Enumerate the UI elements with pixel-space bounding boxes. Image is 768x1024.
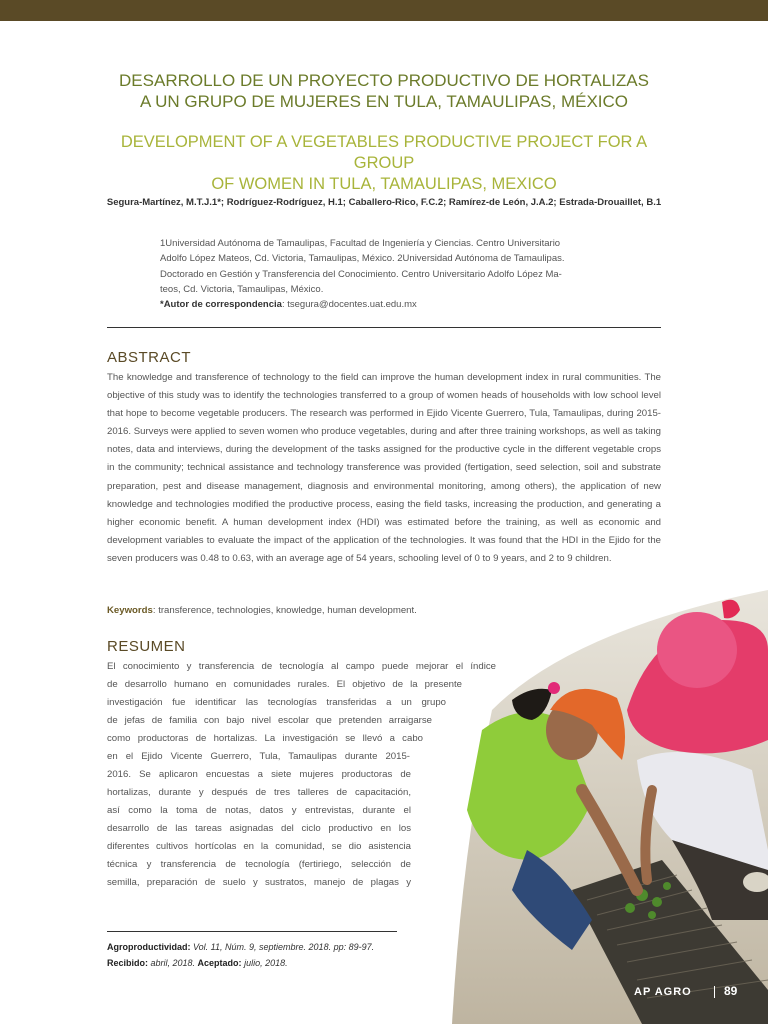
accepted-label: Aceptado: [197, 958, 242, 968]
resumen-line: en el Ejido Vicente Guerrero, Tula, Tamaulipas durante 2015- [107, 751, 410, 762]
dates-line [107, 955, 374, 971]
resumen-line: diferentes cultivos hortícolas en la comunidad, se dio asistencia [107, 841, 411, 852]
received-value: abril, 2018. [148, 958, 198, 968]
title-spanish-line: DESARROLLO DE UN PROYECTO PRODUCTIVO DE HORTALIZAS [119, 71, 649, 90]
resumen-line: desarrollo de las tareas asignadas del ciclo productivo en los [107, 823, 411, 834]
resumen-line: El conocimiento y transferencia de tecnología al campo puede mejorar el índice [107, 661, 496, 672]
resumen-line: hortalizas, durante y después de tres talleres de capacitación, [107, 787, 411, 798]
journal-name: Agroproductividad: [107, 942, 191, 952]
title-english [100, 132, 668, 195]
resumen-line: técnica y transferencia de tecnología (fertiriego, selección de [107, 859, 411, 870]
resumen-line: así como la toma de notas, datos y entrevistas, durante el [107, 805, 411, 816]
affiliations [160, 236, 608, 312]
resumen-line: 2016. Se aplicaron encuestas a siete mujeres productoras de [107, 769, 411, 780]
correspondence [160, 297, 608, 312]
citation-block [107, 939, 374, 971]
affiliation-line: 1Universidad Autónoma de Tamaulipas, Facultad de Ingeniería y Ciencias. Centro Universitario [160, 238, 561, 249]
received-label: Recibido: [107, 958, 149, 968]
correspondence-email[interactable]: : tsegura@docentes.uat.edu.mx [281, 299, 417, 311]
header-bar [0, 0, 768, 21]
affiliation-line: Adolfo López Mateos, Cd. Victoria, Tamaulipas, México. 2Universidad Autónoma de Tamaulipas. [160, 253, 565, 265]
resumen-heading: RESUMEN [107, 638, 186, 655]
title-spanish-line: A UN GRUPO DE MUJERES EN TULA, TAMAULIPAS, MÉXICO [139, 92, 629, 111]
resumen-line: semilla, preparación de suelo y sustratos, manejo de plagas y [107, 877, 411, 888]
resumen-line: de desarrollo humano en comunidades rurales. El objetivo de la presente [107, 679, 462, 690]
footer-separator [714, 986, 715, 998]
title-english-line: DEVELOPMENT OF A VEGETABLES PRODUCTIVE PROJECT FOR A GROUP [120, 133, 648, 172]
affiliation-line: teos, Cd. Victoria, Tamaulipas, México. [160, 283, 324, 295]
resumen-line: como productoras de hortalizas. La investigación se llevó a cabo [107, 733, 423, 744]
divider [107, 931, 397, 932]
correspondence-label: *Autor de correspondencia [160, 299, 282, 311]
author-list: Segura-Martínez, M.T.J.1*; Rodríguez-Rodríguez, H.1; Caballero-Rico, F.C.2; Ramírez-de León, J.A.2; Estrada-Drouaillet, B.1 [106, 197, 662, 208]
keywords-text: : transference, technologies, knowledge, human development. [152, 605, 417, 616]
journal-logo: AP AGRO [634, 986, 692, 998]
title-spanish [100, 70, 668, 112]
abstract-heading: ABSTRACT [107, 349, 192, 366]
resumen-line: de jefas de familia con bajo nivel escolar que pretenden arraigarse [107, 715, 432, 726]
resumen-line: investigación fue identificar las tecnologías transferidas a un grupo [107, 697, 446, 708]
citation-details: Vol. 11, Núm. 9, septiembre. 2018. pp: 89-97. [190, 942, 375, 952]
abstract-text: The knowledge and transference of technology to the field can improve the human development index in rural communities. The objective of this study was to identify the technologies transferred to a group of women heads of households with low school level that hope to become vegetable producers. The research was performed in Ejido Vicente Guerrero, Tula, Tamaulipas, during 2015-2016. Surveys were applied to seven women who produce vegetables, during and after three training workshops, as well as taking notes, data and interviews, during the development of the tasks assigned for the productive cycle in the different vegetable crops in the community; technical assistance and technology transference was provided (fertigation, seed selection, soil and substrate preparation, pest and disease management, diagnosis and environmental monitoring, among others), the application of new knowledge and technologies modified the productive process, easing the field tasks, increasing the production, and generating a higher economic benefit. A human development index (HDI) was estimated before the training, as well as economic and development variables to evaluate the impact of the application of the technologies. It was found that the HDI in the Ejido for the seven producers was 0.48 to 0.63, with an average age of 54 years, schooling level of 0 to 9 years, and 2 to 9 children. [107, 372, 661, 564]
photo-women-planting [452, 590, 768, 1024]
divider [107, 327, 661, 328]
keywords-label: Keywords [107, 605, 153, 616]
title-english-line: OF WOMEN IN TULA, TAMAULIPAS, MEXICO [211, 175, 557, 193]
affiliation-line: Doctorado en Gestión y Transferencia del Conocimiento. Centro Universitario Adolfo López Ma- [160, 268, 562, 280]
page-number: 89 [724, 984, 738, 998]
citation-line [107, 939, 374, 955]
accepted-value: julio, 2018. [241, 958, 288, 968]
